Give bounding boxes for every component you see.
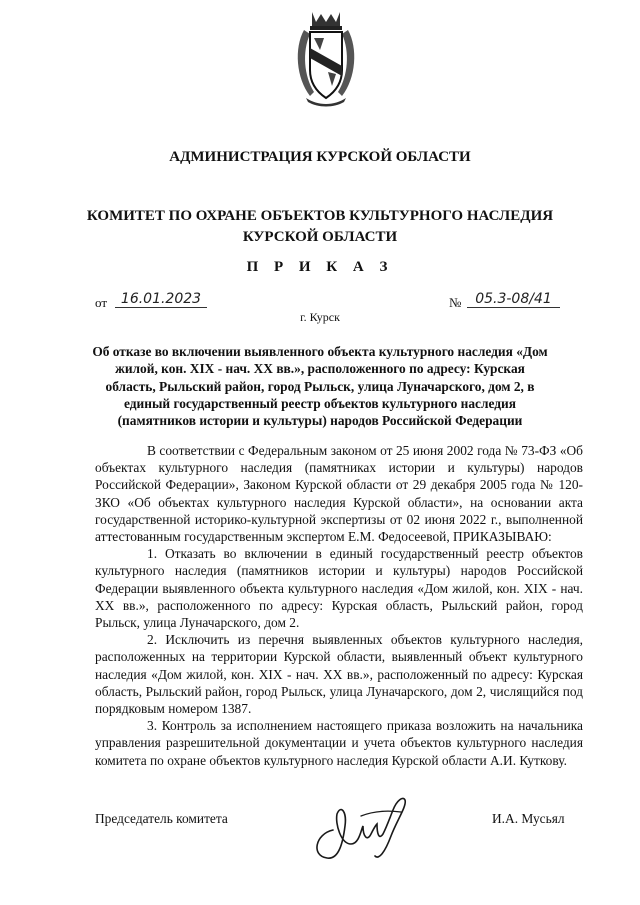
order-item-2: 2. Исключить из перечня выявленных объектов культурного наследия, расположенных на территории Курской области, выявленный объект культурного наследия «Дом жилой, кон. XIX - нач. XX вв.», расположенный по адресу: Курская область, Рыльский район, город Рыльск, улица Луначарского, дом 2, числящийся под порядковым номером 1387. bbox=[95, 632, 583, 717]
number-value: 05.3-08/41 bbox=[467, 291, 560, 308]
preamble-paragraph: В соответствии с Федеральным законом от 25 июня 2002 года № 73-ФЗ «Об объектах культурного наследия (памятниках истории и культуры) народов Российской Федерации», Законом Курской области от 29 декабря 2005 года № 120-ЗКО «Об объектах культурного наследия Курской области», на основании акта государственной историко-культурной экспертизы от 02 июня 2022 г., выполненной аттестованным государственным экспертом Е.М. Федосеевой, ПРИКАЗЫВАЮ: bbox=[95, 443, 583, 545]
order-title: Об отказе во включении выявленного объекта культурного наследия «Дом жилой, кон. XIX - нач. XX вв.», расположенного по адресу: Курская область, Рыльский район, город Рыльск, улица Луначарского, дом 2, в единый государственный реестр объектов культурного наследия (памятников истории и культуры) народов Российской Федерации bbox=[92, 344, 548, 429]
number-label: № bbox=[449, 295, 462, 310]
coat-of-arms-icon bbox=[290, 8, 362, 108]
committee-heading bbox=[60, 206, 580, 248]
order-item-1: 1. Отказать во включении в единый государственный реестр объектов культурного наследия (памятников истории и культуры) народов Российской Федерации выявленного объекта культурного наследия «Дом жилой, кон. XIX - нач. XX вв.», расположенного по адресу: Курская область, Рыльский район, город Рыльск, улица Луначарского, дом 2. bbox=[95, 546, 583, 631]
document-type: П Р И К А З bbox=[246, 259, 394, 275]
order-body bbox=[95, 442, 583, 769]
committee-heading-line1: КОМИТЕТ ПО ОХРАНЕ ОБЪЕКТОВ КУЛЬТУРНОГО НАСЛЕДИЯ bbox=[86, 208, 554, 224]
committee-heading-line2: КУРСКОЙ ОБЛАСТИ bbox=[242, 229, 398, 245]
signatory-role: Председатель комитета bbox=[95, 811, 228, 826]
administration-heading: АДМИНИСТРАЦИЯ КУРСКОЙ ОБЛАСТИ bbox=[169, 149, 471, 165]
date-label: от bbox=[95, 295, 108, 310]
date-value: 16.01.2023 bbox=[115, 291, 207, 308]
handwritten-signature bbox=[305, 790, 415, 865]
city-label: г. Курск bbox=[300, 310, 340, 324]
order-item-3: 3. Контроль за исполнением настоящего приказа возложить на начальника управления разрешительной документации и учета объектов культурного наследия комитета по охране объектов культурного наследия Курской области А.И. Куткову. bbox=[95, 718, 583, 768]
signatory-name: И.А. Мусьял bbox=[492, 811, 565, 826]
